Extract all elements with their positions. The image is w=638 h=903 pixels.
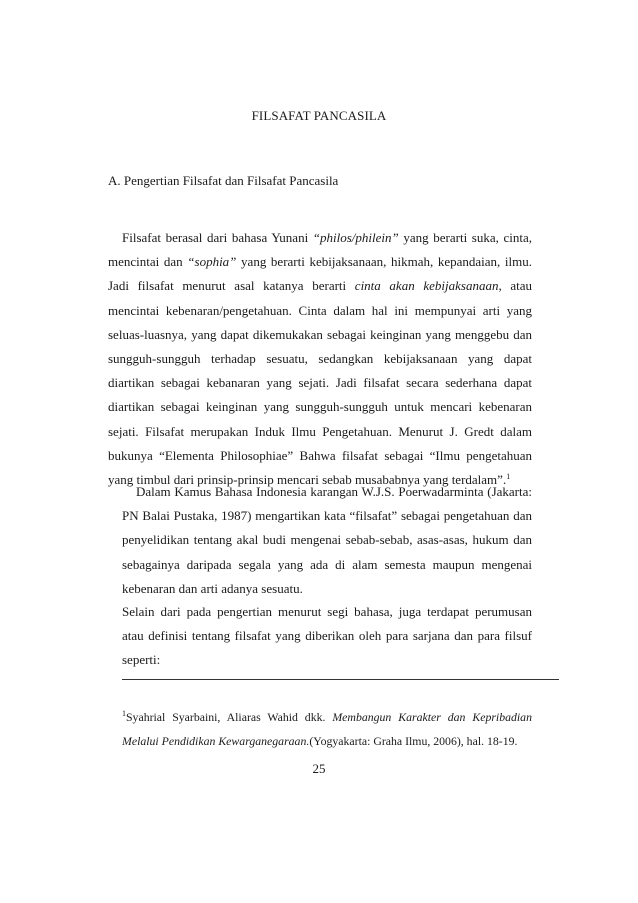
paragraph-text: , atau mencintai kebenaran/pengetahuan. Cinta dalam hal ini mempunyai arti yang seluas-luasnya, yang dapat dikemukakan sebagai keinginan yang menggebu dan sungguh-sungguh terhadap sesuatu, sedangkan kebijaksanaan yang dapat diartikan sebagai kebanaran yang sejati. Jadi filsafat secara sederhana dapat diartikan sebagai keinginan yang sungguh-sungguh untuk mencari kebenaran sejati. Filsafat merupakan Induk Ilmu Pengetahuan. Menurut J. Gredt dalam bukunya “Elementa Philosophiae” Bahwa filsafat sebagai “Ilmu pengetahuan yang timbul dari prinsip-prinsip mencari sebab musababnya yang terdalam”. xyxy=(108,278,533,488)
footnote-reference: 1 xyxy=(506,472,511,482)
footnote-separator xyxy=(122,679,559,680)
paragraph-kamus-definition: Dalam Kamus Bahasa Indonesia karangan W.J.S. Poerwadarminta (Jakarta: PN Balai Pustaka, 1987) mengartikan kata “filsafat” sebagai pengetahuan dan penyelidikan tentang akal budi mengenai sebab-sebab, asas-asas, hukum dan sebagainya daripada segala yang ada di alam semesta maupun mengenai kebenaran dan arti adanya sesuatu. xyxy=(122,484,532,596)
italic-term-sophia: “sophia” xyxy=(187,254,237,270)
page-number: 25 xyxy=(312,761,326,776)
page-title: FILSAFAT PANCASILA xyxy=(251,108,387,123)
footnote-number: 1 xyxy=(122,709,126,718)
section-heading: A. Pengertian Filsafat dan Filsafat Pancasila xyxy=(108,173,339,188)
paragraph-text: yang berarti kebijaksanaan, hikmah, kepandaian, ilmu. Jadi filsafat menurut asal katanya berarti xyxy=(108,254,532,294)
footnote-text: Syahrial Syarbaini, Aliaras Wahid dkk. xyxy=(126,710,333,724)
paragraph-other-definitions: Selain dari pada pengertian menurut segi bahasa, juga terdapat perumusan atau definisi tentang filsafat yang diberikan oleh para sarjana dan para filsuf seperti: xyxy=(122,604,532,668)
footnote-text: (Yogyakarta: Graha Ilmu, 2006), hal. 18-19. xyxy=(309,734,518,748)
paragraph-definition-etymology xyxy=(108,226,532,492)
paragraph-text: yang berarti suka, cinta, mencintai dan xyxy=(108,230,532,270)
footnote xyxy=(122,705,532,753)
footnote-book-title: Membangun Karakter dan Kepribadian Melalui Pendidikan Kewarganegaraan. xyxy=(122,710,532,748)
italic-term-philos: “philos/philein” xyxy=(312,230,399,245)
paragraph-text: Filsafat berasal dari bahasa Yunani xyxy=(122,230,313,245)
italic-term-cinta: cinta akan kebijaksanaan xyxy=(354,278,499,294)
